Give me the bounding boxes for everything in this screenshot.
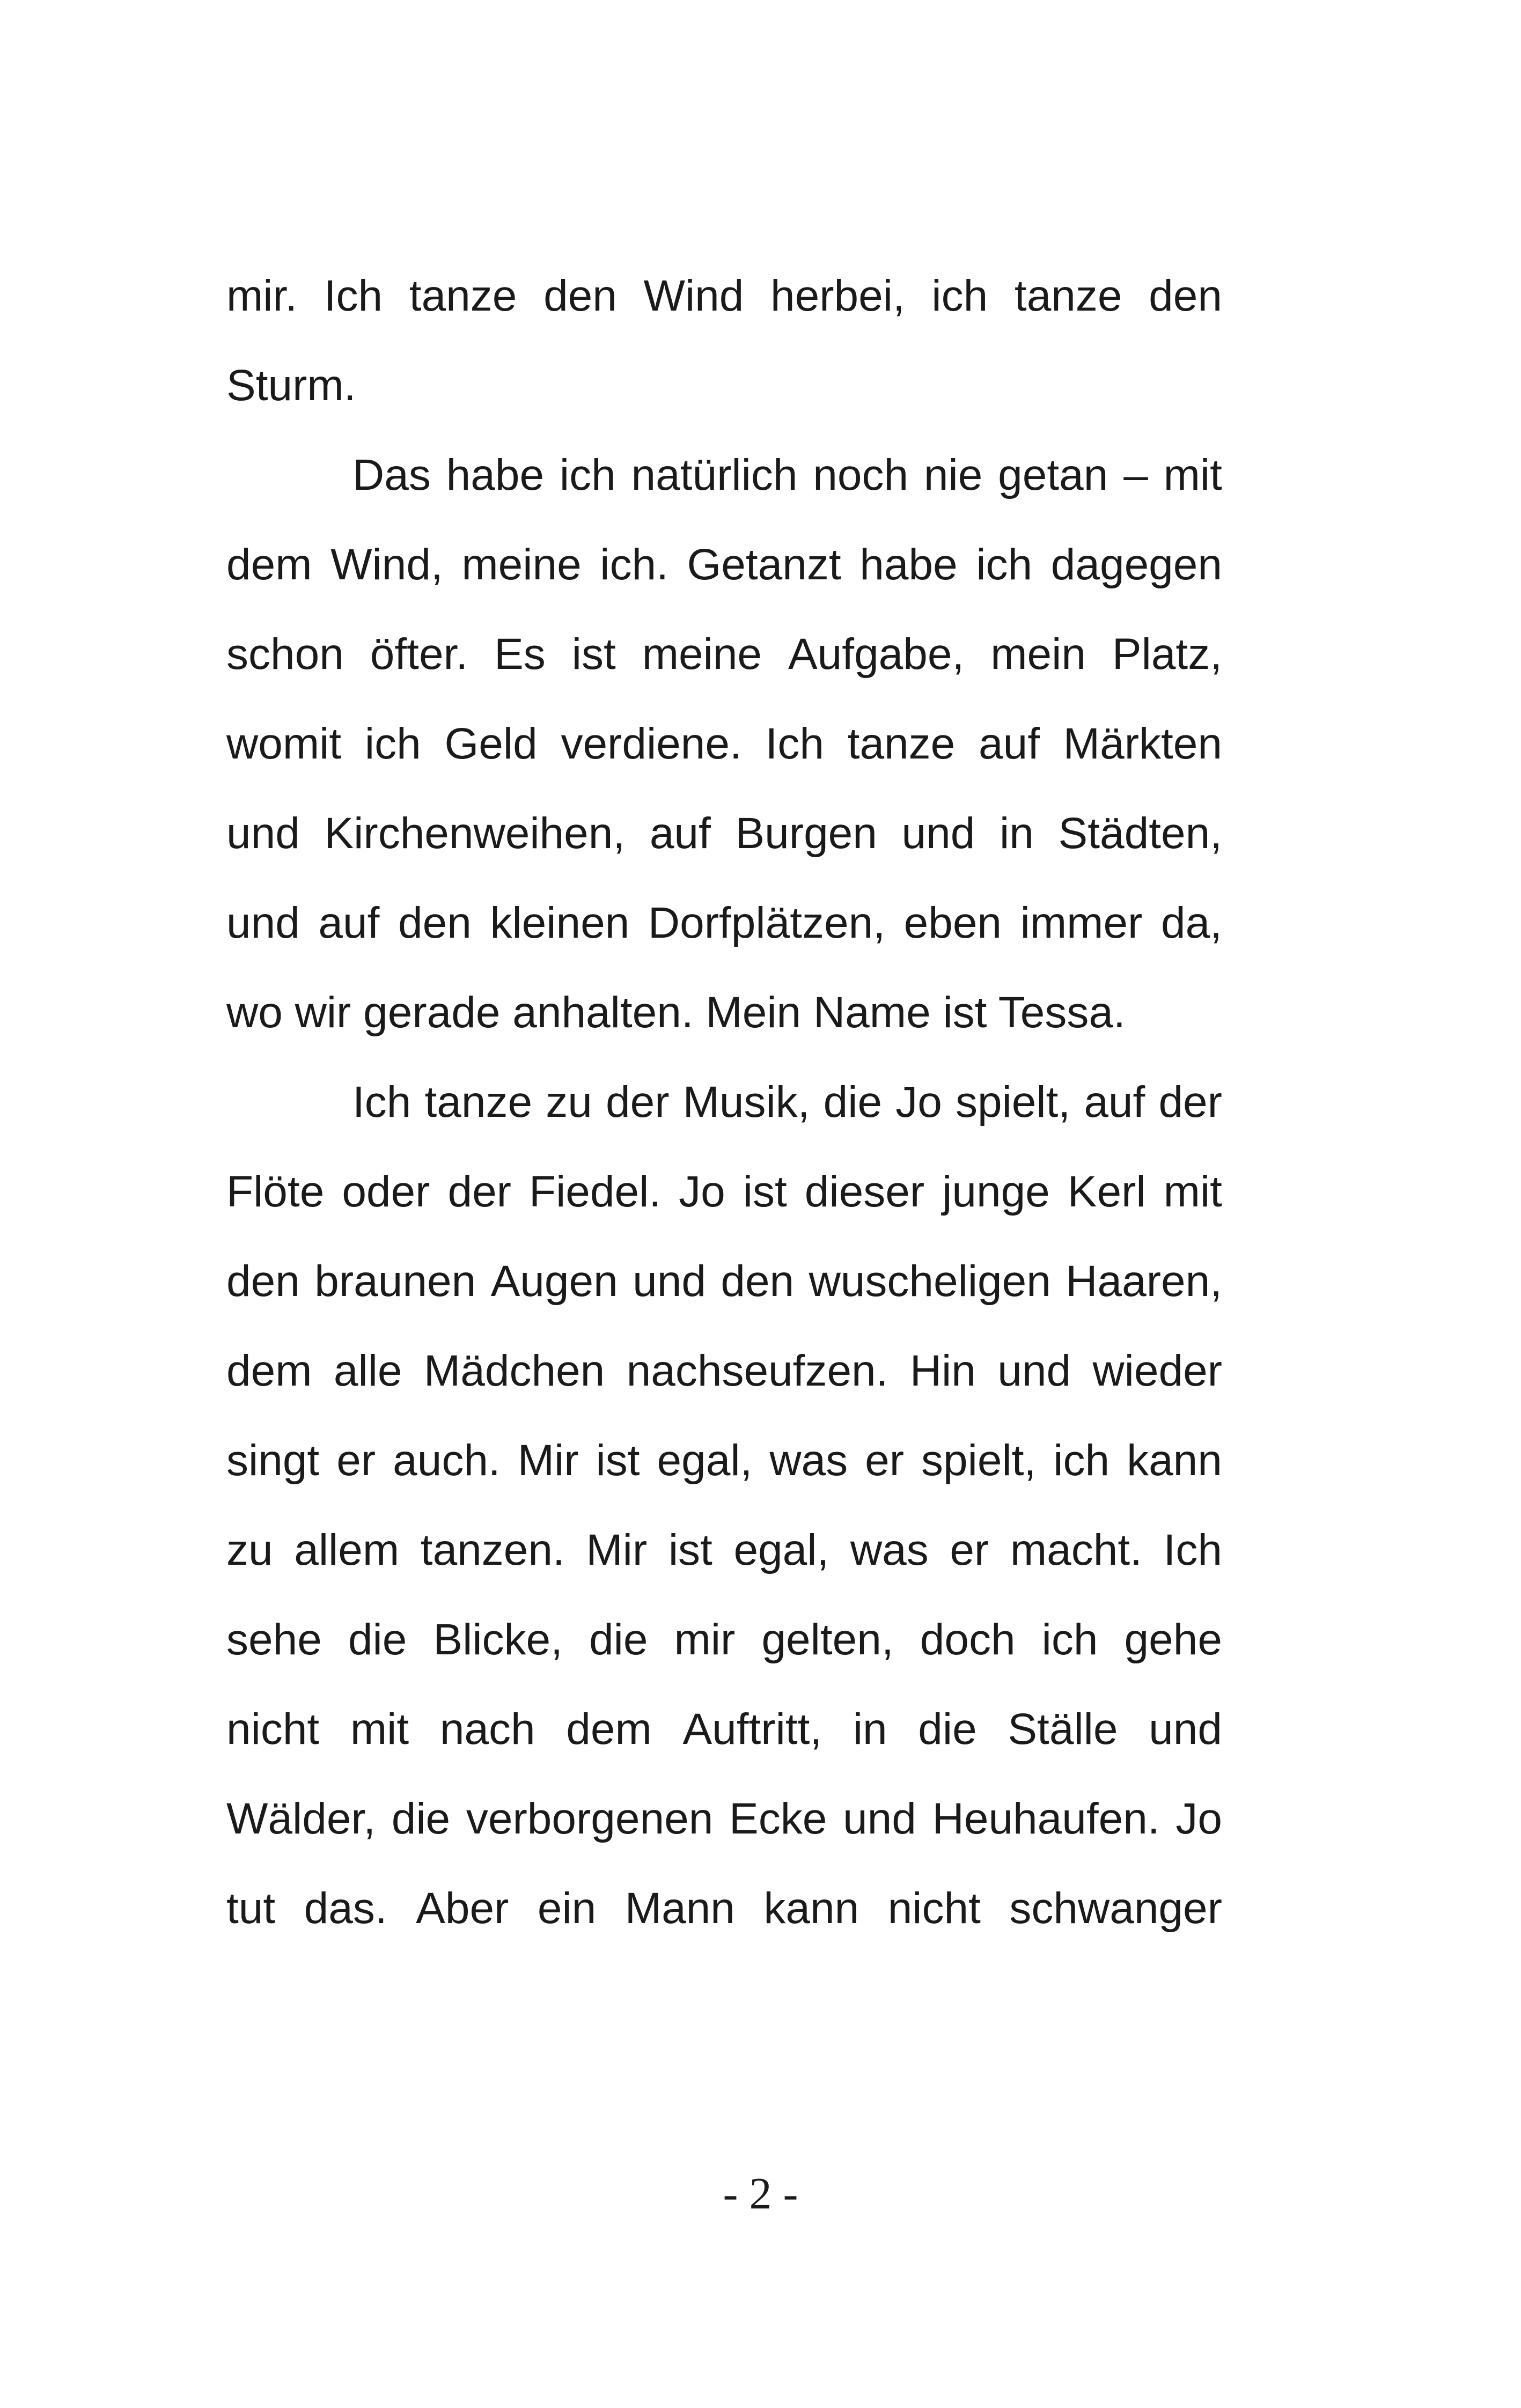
page-number: - 2 - <box>723 2169 798 2219</box>
text-line: schon öfter. Es ist meine Aufgabe, mein Platz, <box>226 630 1222 679</box>
text-line: dem alle Mädchen nachseufzen. Hin und wieder <box>226 1346 1222 1395</box>
text-line: womit ich Geld verdiene. Ich tanze auf Märkten <box>226 719 1222 768</box>
text-line: singt er auch. Mir ist egal, was er spielt, ich kann <box>226 1436 1222 1485</box>
text-line: sehe die Blicke, die mir gelten, doch ich gehe <box>226 1615 1222 1664</box>
text-line: und auf den kleinen Dorfplätzen, eben immer da, <box>226 899 1222 947</box>
text-line: Das habe ich natürlich noch nie getan – mit <box>352 451 1222 499</box>
text-line: Sturm. <box>226 361 356 410</box>
text-line: wo wir gerade anhalten. Mein Name ist Tessa. <box>226 988 1126 1037</box>
text-line: mir. Ich tanze den Wind herbei, ich tanze den <box>226 271 1222 320</box>
text-line: Wälder, die verborgenen Ecke und Heuhaufen. Jo <box>226 1794 1222 1843</box>
body-text <box>226 251 1222 1953</box>
text-line: den braunen Augen und den wuscheligen Haaren, <box>226 1257 1222 1306</box>
text-line: dem Wind, meine ich. Getanzt habe ich dagegen <box>226 540 1222 589</box>
text-line: tut das. Aber ein Mann kann nicht schwanger <box>226 1884 1222 1933</box>
text-line: nicht mit nach dem Auftritt, in die Ställe und <box>226 1705 1222 1754</box>
text-line: Ich tanze zu der Musik, die Jo spielt, auf der <box>352 1078 1222 1126</box>
text-line: und Kirchenweihen, auf Burgen und in Städten, <box>226 809 1222 858</box>
text-line: Flöte oder der Fiedel. Jo ist dieser junge Kerl mit <box>226 1167 1222 1216</box>
text-line: zu allem tanzen. Mir ist egal, was er macht. Ich <box>226 1526 1222 1574</box>
